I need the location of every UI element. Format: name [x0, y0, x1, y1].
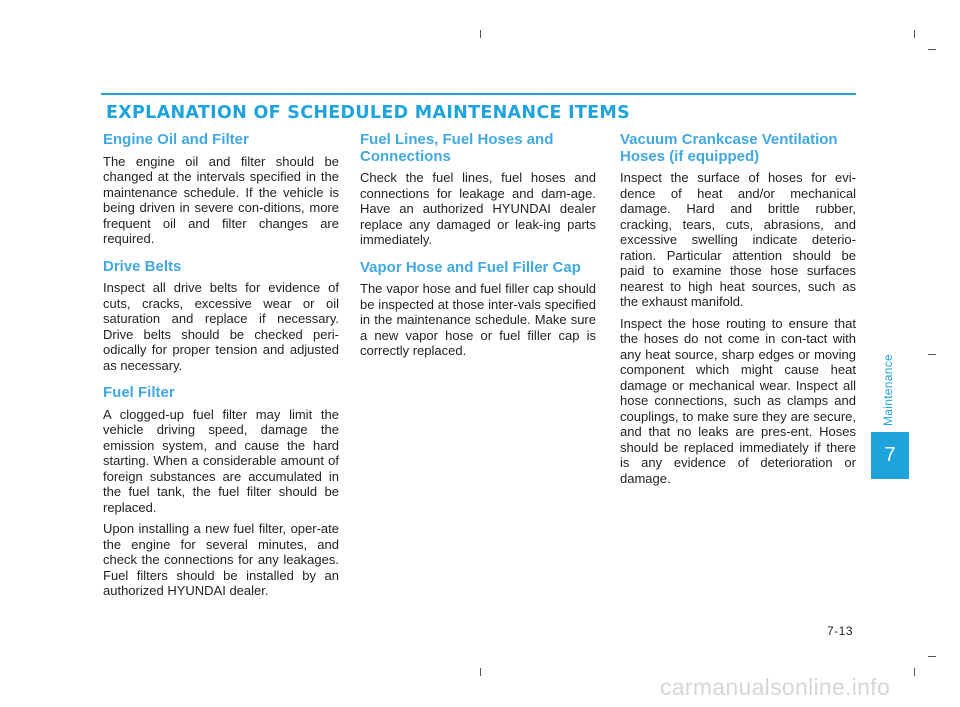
topic-paragraph: Inspect the surface of hoses for evi-dence of heat and/or mechanical damage. Hard and brittle rubber, cracking, tears, cuts, abrasions, and excessive swelling indicate deterio-ration. Particular attention should be paid to examine those hose surfaces nearest to high heat sources, such as the exhaust manifold.: [620, 170, 856, 309]
topic-paragraph: Inspect all drive belts for evidence of cuts, cracks, excessive wear or oil saturation and replace if necessary. Drive belts should be checked peri-odically for proper tension and adjusted as necessary.: [103, 280, 339, 373]
topic-heading: Drive Belts: [103, 257, 182, 275]
column-2: [360, 132, 596, 371]
column-3: [620, 132, 856, 498]
topic-fuel-lines: [360, 132, 596, 248]
topic-vacuum-hoses: [620, 132, 856, 486]
crop-mark: [914, 668, 915, 676]
section-title: EXPLANATION OF SCHEDULED MAINTENANCE ITEMS: [106, 103, 631, 123]
watermark: carmanualsonline.info: [660, 674, 891, 700]
chapter-tab: 7: [871, 432, 909, 479]
topic-engine-oil: [103, 132, 339, 247]
topic-fuel-filter: [103, 385, 339, 599]
topic-paragraph: Upon installing a new fuel filter, oper-ate the engine for several minutes, and check the connections for any leakages. Fuel filters should be installed by an authorized HYUNDAI dealer.: [103, 521, 339, 598]
topic-heading: Engine Oil and Filter: [103, 131, 249, 148]
crop-mark: [928, 49, 936, 50]
crop-mark: [914, 30, 915, 38]
topic-drive-belts: [103, 259, 339, 374]
chapter-side-label-text: Maintenance: [881, 353, 896, 427]
crop-mark: [928, 656, 936, 657]
crop-mark: [480, 30, 481, 38]
crop-mark: [928, 354, 936, 355]
topic-paragraph: Inspect the hose routing to ensure that the hoses do not come in con-tact with any heat source, sharp edges or moving component which might cause heat damage or mechanical wear. Inspect all hose connections, such as clamps and couplings, to make sure they are secure, and that no leaks are pres-ent. Hoses should be replaced immediately if there is any evidence of deterioration or damage.: [620, 315, 856, 486]
topic-heading: Fuel Lines, Fuel Hoses and Connections: [360, 131, 554, 165]
topic-paragraph: Check the fuel lines, fuel hoses and connections for leakage and dam-age. Have an authorized HYUNDAI dealer replace any damaged or leak-ing parts immediately.: [360, 170, 596, 247]
topic-heading: Vacuum Crankcase Ventilation Hoses (if equipped): [620, 131, 838, 165]
topic-vapor-hose: [360, 260, 596, 359]
topic-paragraph: A clogged-up fuel filter may limit the vehicle driving speed, damage the emission system, and cause the hard starting. When a considerable amount of foreign substances are accumulated in the fuel tank, the fuel filter should be replaced.: [103, 406, 339, 515]
crop-mark: [480, 668, 481, 676]
topic-paragraph: The vapor hose and fuel filler cap should be inspected at those inter-vals specified in the maintenance schedule. Make sure a new vapor hose or fuel filler cap is correctly replaced.: [360, 281, 596, 358]
chapter-side-label: [879, 345, 897, 435]
column-1: [103, 132, 339, 611]
topic-heading: Fuel Filter: [103, 384, 175, 401]
header-rule: [101, 93, 856, 95]
topic-paragraph: The engine oil and filter should be changed at the intervals specified in the maintenance schedule. If the vehicle is being driven in severe con-ditions, more frequent oil and filter changes are required.: [103, 153, 339, 246]
topic-heading: Vapor Hose and Fuel Filler Cap: [360, 258, 581, 276]
page-number: 7-13: [826, 624, 854, 638]
